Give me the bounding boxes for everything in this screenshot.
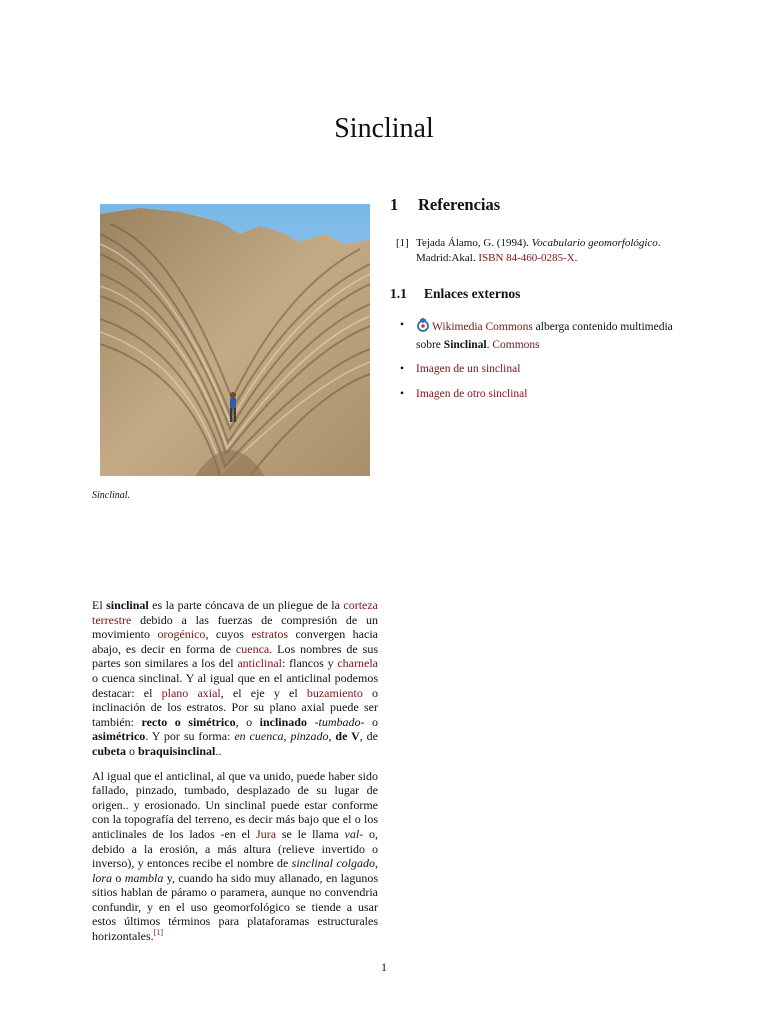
reference-label: [1]: [396, 237, 409, 249]
text: : flancos y: [282, 656, 338, 671]
text: se le llama: [276, 826, 345, 841]
term-tumbado: tumbado: [318, 714, 361, 729]
commons-link[interactable]: Commons: [492, 338, 540, 351]
sinclinal-image-link-1[interactable]: Imagen de un sinclinal: [416, 363, 521, 375]
subsection-heading: [390, 287, 520, 302]
isbn-link[interactable]: ISBN 84-460-0285-X: [478, 251, 575, 264]
term-sinclinal: sinclinal: [106, 598, 149, 612]
bullet: •: [400, 363, 405, 375]
text: o: [126, 743, 138, 758]
link-estratos[interactable]: estratos: [251, 627, 289, 642]
list-item: [390, 362, 682, 377]
term-asimetrico: asimétrico: [92, 729, 146, 744]
text: convergen hacia abajo, es decir en forma de: [92, 627, 378, 656]
term-de-v: de V: [335, 729, 360, 744]
text: o cuenca sinclinal. Y al igual que en el anticlinal podemos destacar: el: [92, 670, 378, 700]
text: o inclinación de los estratos. Por su plano axial puede ser también:: [92, 685, 378, 729]
link-orogenico[interactable]: orogénico: [157, 627, 206, 642]
subsection-number: 1.1: [390, 286, 407, 301]
text: - o: [360, 714, 379, 729]
page-number: 1: [381, 960, 387, 974]
commons-punct: .: [486, 338, 493, 351]
wikimedia-commons-icon: [416, 318, 430, 338]
link-jura[interactable]: Jura: [256, 826, 277, 841]
text: , de: [359, 729, 379, 744]
figure-caption: Sinclinal.: [92, 490, 131, 501]
reference-end: .: [574, 251, 578, 264]
paragraph-2: [92, 769, 378, 944]
text: ,: [328, 729, 336, 744]
term-val: val: [344, 826, 360, 841]
link-cuenca[interactable]: cuenca: [235, 641, 270, 656]
syncline-photo: [100, 204, 370, 476]
text: . Y por su forma:: [145, 729, 235, 744]
term-cubeta: cubeta: [92, 743, 126, 758]
term-mambla: mambla: [124, 870, 164, 885]
text: ,: [375, 856, 378, 871]
text: y, cuando ha sido muy allanado, en lagunos sitios hablan de páramo o paramera, aunque no convendria confundir, y en el uso geomorfológico se tiende a usar estos últimos términos para plataforamas estructurales horizontales.: [92, 870, 379, 944]
list-item: [390, 387, 682, 402]
section-title: Referencias: [418, 195, 501, 214]
link-charnela[interactable]: charnela: [337, 656, 378, 671]
term-sinclinal-colgado: sinclinal colgado: [291, 856, 375, 871]
reference-publisher: Madrid:Akal.: [416, 251, 479, 264]
text: , cuyos: [205, 627, 252, 642]
external-links-list: [390, 318, 682, 411]
subsection-enlaces: [390, 287, 520, 302]
article-body: [92, 598, 378, 954]
reference-1: [396, 236, 682, 265]
reference-punct: .: [657, 237, 661, 249]
text: ,: [283, 729, 291, 744]
paragraph-1: [92, 598, 378, 759]
text: . Los nombres de sus partes son similares a los del: [92, 641, 378, 671]
reference-title: Vocabulario geomorfológico: [531, 237, 658, 249]
term-inclinado: inclinado: [259, 714, 307, 729]
wikimedia-commons-link[interactable]: Wikimedia Commons: [432, 321, 533, 333]
text: Al igual que el anticlinal, al que va unido, puede haber sido fallado, pinzado, tumbado, desplazado de su lugar de origen.. y erosionado. Un sinclinal puede estar conforme con la topografía del terreno, es decir más bajo que el o los anticlinales de los lados -en el: [92, 768, 378, 841]
text: -: [306, 714, 319, 729]
text: ..: [215, 743, 222, 758]
section-heading: [390, 195, 501, 214]
link-buzamiento[interactable]: buzamiento: [306, 685, 363, 700]
section-number: 1: [390, 195, 399, 214]
citation-link-1[interactable]: [1]: [153, 928, 163, 938]
link-corteza-terrestre[interactable]: corteza terrestre: [92, 598, 379, 627]
text: es la parte cóncava de un pliegue de la: [148, 598, 344, 612]
link-anticlinal[interactable]: anticlinal: [237, 656, 283, 671]
page-title: Sinclinal: [334, 113, 434, 144]
bullet: •: [400, 387, 405, 400]
commons-subject: Sinclinal: [443, 338, 487, 351]
bullet: •: [400, 319, 405, 331]
text: , o: [235, 714, 260, 729]
reference-author: Tejada Álamo, G. (1994).: [416, 237, 532, 249]
commons-text: alberga contenido multimedia sobre: [416, 321, 673, 351]
term-braquisinclinal: braquisinclinal: [138, 743, 216, 758]
term-recto: recto o simétrico: [141, 714, 236, 729]
subsection-title: Enlaces externos: [424, 286, 521, 301]
text: debido a las fuerzas de compresión de un movimiento: [92, 612, 378, 642]
list-item: [390, 318, 682, 352]
text: o: [112, 870, 125, 885]
term-pinzado: pinzado: [290, 729, 329, 744]
term-en-cuenca: en cuenca: [234, 729, 284, 744]
term-lora: lora: [92, 870, 113, 885]
text: - o, debido a la erosión, a más altura (relieve invertido o inverso), y entonces recibe el nombre de: [92, 826, 378, 871]
text: El: [92, 598, 107, 612]
section-referencias: [390, 195, 501, 214]
link-plano-axial[interactable]: plano axial: [161, 685, 221, 700]
text: , el eje y el: [220, 685, 307, 700]
sinclinal-image-link-2[interactable]: Imagen de otro sinclinal: [416, 387, 528, 400]
